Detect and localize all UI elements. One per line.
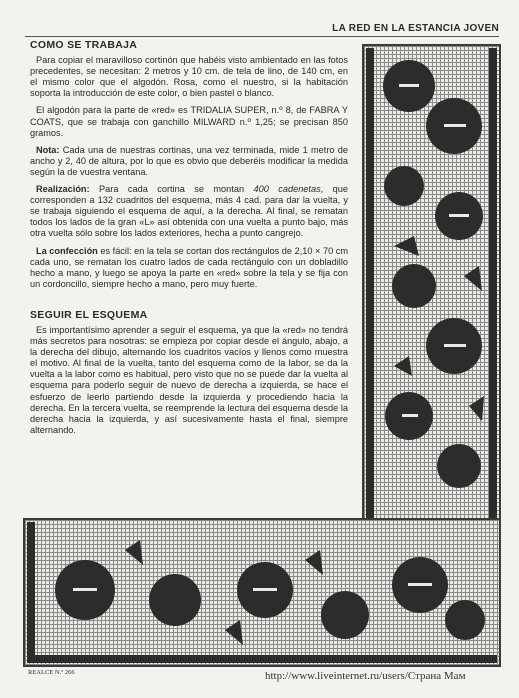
header-rule	[25, 36, 499, 37]
realizacion-italic: 400 cadenetas	[253, 184, 321, 195]
watermark: http://www.liveinternet.ru/users/Страна Мам	[265, 670, 466, 682]
rose-pattern-horizontal	[27, 522, 497, 663]
filet-chart-vertical	[362, 44, 501, 523]
issue-footer: REALCE N.º 266	[28, 669, 75, 676]
paragraph-nota	[30, 145, 348, 178]
realizacion-text: , que corresponden a 132 cuadritos del esquema, más 4 cad. para dar la vuelta, y se trabaja siguiendo el esquema de aquí, a la derecha. Al final, se rematan todos los lados de la gran «L» así obtenida con una vuelta a punto bajo, más otra vuelta sólo sobre los lados exteriores, hecha a punto cangrejo.	[30, 184, 348, 239]
realizacion-label: Realización:	[36, 184, 90, 195]
paragraph-cotton: El algodón para la parte de «red» es TRIDALIA SUPER, n.º 8, de FABRA Y COATS, que se trabaja con ganchillo MILWARD n.º 1,25; se precisan 850 gramos.	[30, 105, 348, 138]
paragraph-realizacion	[30, 184, 348, 239]
realizacion-pre: Para cada cortina se montan	[99, 184, 245, 195]
paragraph-confeccion	[30, 246, 348, 290]
rose-pattern-vertical	[366, 48, 497, 518]
section-title-seguir-el-esquema: SEGUIR EL ESQUEMA	[30, 308, 148, 321]
nota-label: Nota:	[36, 144, 60, 155]
filet-chart-horizontal	[23, 518, 501, 667]
nota-text: Cada una de nuestras cortinas, una vez terminada, mide 1 metro de ancho y 2, 40 de altura, por lo que es obvio que deberéis modificar la medida según la de vuestra ventana.	[30, 144, 348, 177]
section-title-como-se-trabaja: COMO SE TRABAJA	[30, 39, 138, 51]
rose-motif-horizontal-svg	[25, 520, 499, 665]
paragraph-esquema: Es importantísimo aprender a seguir el esquema, ya que la «red» no tendrá más secretos para nosotras: se empieza por copiar desde el ángulo, abajo, a la derecha del dibujo, alternando los cuadritos vacíos y llenos como muestra el motivo. Al final de la vuelta, tanto del esquema como de la labor, se da la vuelta a la labor como es habitual, pero visto que no se puede dar la vuelta al esquema para poderlo seguir de nuevo de derecha a izquierda, se hace el esfuerzo de leerlo partiendo desde la izquierda y procediendo hacia la derecha. En la tercera vuelta, se reemprende la lectura del esquema desde la derecha hacia la izquierda, y así sucesivamente hasta el final, siempre alternando.	[30, 324, 348, 435]
confeccion-label: La confección	[36, 245, 98, 256]
paragraph-materials: Para copiar el maravilloso cortinón que habéis visto ambientado en las fotos precedentes, se necesitan: 2 metros y 10 cm. de tela de lino, de 140 cm, en el mismo color que el algodón. Rosa, como el nuestro, si la habitación soporta la introducción de este color, o bien pastel o blanco.	[30, 55, 348, 99]
page-header: LA RED EN LA ESTANCIA JOVEN	[332, 23, 499, 34]
instructions-column	[30, 40, 348, 442]
confeccion-text: es fácil: en la tela se cortan dos rectángulos de 2,10 × 70 cm cada uno, se rematan los cuatro lados de cada rectángulo con un dobladillo hecho a mano, y luego se apoya la parte en «red» sobre la tela y se fija con un cordoncillo, siempre hecho a mano, pero muy fuerte.	[30, 245, 348, 289]
rose-motif-vertical-svg	[364, 46, 499, 521]
